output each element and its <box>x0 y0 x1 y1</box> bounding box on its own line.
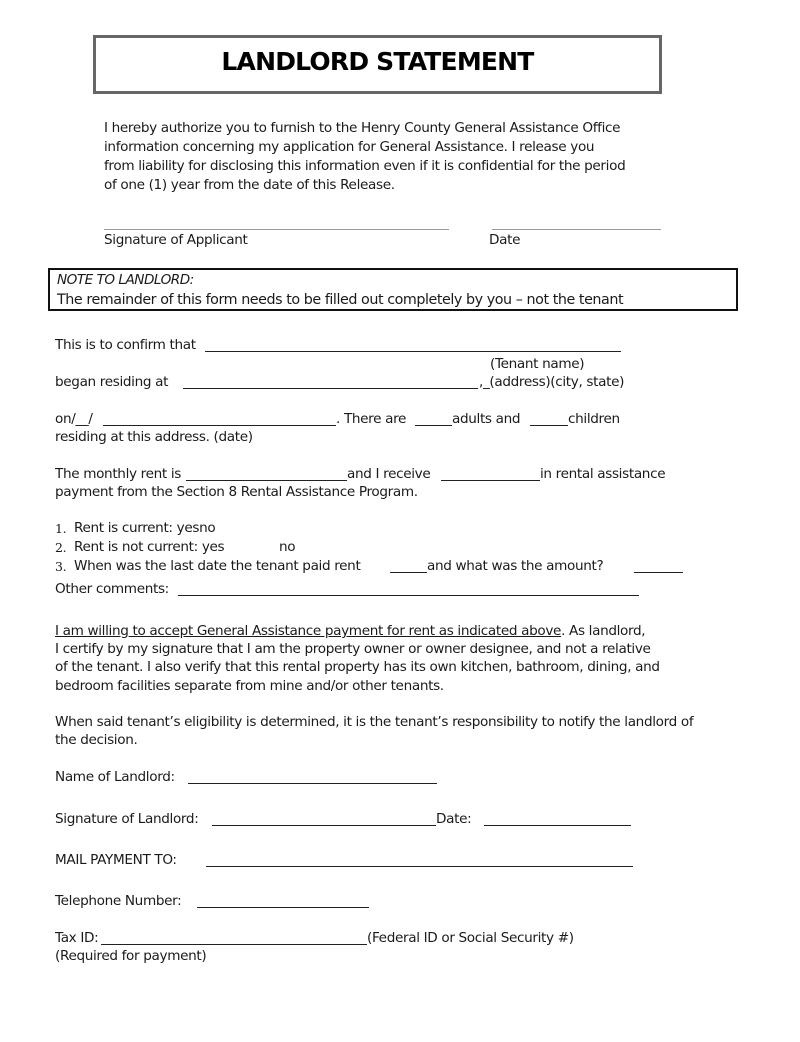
note-title: NOTE TO LANDLORD: <box>57 272 194 288</box>
tax-id-label: Tax ID: <box>55 930 99 946</box>
last-paid-amount-field[interactable] <box>634 572 683 573</box>
began-residing-label: began residing at <box>55 374 169 390</box>
monthly-rent-field[interactable] <box>186 480 347 481</box>
certify-first-line-rest: . As landlord, <box>561 623 646 639</box>
on-date-prefix: on/__/ <box>55 411 93 427</box>
residing-line: residing at this address. (date) <box>55 429 253 445</box>
title-box <box>93 35 662 94</box>
children-label: children <box>568 411 620 427</box>
telephone-field[interactable] <box>197 907 369 908</box>
question-2-no: no <box>279 539 296 555</box>
address-field[interactable] <box>183 388 478 389</box>
note-body: The remainder of this form needs to be filled out completely by you – not the tenant <box>57 292 624 308</box>
address-hint: ,_(address)(city, state) <box>479 374 625 390</box>
note-to-landlord-box <box>48 268 738 311</box>
landlord-signature-field[interactable] <box>212 825 436 826</box>
other-comments-field[interactable] <box>178 595 639 596</box>
monthly-rent-label: The monthly rent is <box>55 466 181 482</box>
certify-line-4: bedroom facilities separate from mine and/or other tenants. <box>55 678 444 694</box>
mail-payment-field[interactable] <box>206 866 633 867</box>
children-count-field[interactable] <box>530 425 568 426</box>
question-3-text: When was the last date the tenant paid rent <box>74 558 361 574</box>
adults-label: adults and <box>452 411 521 427</box>
rental-assistance-field[interactable] <box>441 480 540 481</box>
question-3-number: 3. <box>55 559 67 574</box>
applicant-signature-field[interactable] <box>104 229 449 230</box>
landlord-date-field[interactable] <box>484 825 631 826</box>
question-1-number: 1. <box>55 521 67 536</box>
release-line-2: information concerning my application for General Assistance. I release you <box>104 139 595 155</box>
landlord-date-label: Date: <box>436 811 472 827</box>
required-note: (Required for payment) <box>55 948 207 964</box>
applicant-signature-label: Signature of Applicant <box>104 232 248 248</box>
question-3-amount-label: and what was the amount? <box>427 558 604 574</box>
question-2-text: Rent is not current: yes <box>74 539 225 555</box>
tenant-name-field[interactable] <box>205 351 621 352</box>
other-comments-label: Other comments: <box>55 581 169 597</box>
release-line-4: of one (1) year from the date of this Release. <box>104 177 395 193</box>
question-1-text: Rent is current: yesno <box>74 520 216 536</box>
last-paid-date-field[interactable] <box>390 572 427 573</box>
move-in-date-field[interactable] <box>103 425 336 426</box>
confirm-prefix: This is to confirm that <box>55 337 196 353</box>
certify-underlined: I am willing to accept General Assistance payment for rent as indicated above <box>55 623 562 639</box>
applicant-date-field[interactable] <box>492 229 661 230</box>
in-rental-assistance-label: in rental assistance <box>540 466 666 482</box>
certify-line-2: I certify by my signature that I am the property owner or owner designee, and not a relative <box>55 641 651 657</box>
and-receive-label: and I receive <box>347 466 431 482</box>
tenant-name-hint: (Tenant name) <box>490 356 585 372</box>
eligibility-line-1: When said tenant’s eligibility is determined, it is the tenant’s responsibility to notify the landlord of <box>55 714 694 730</box>
certify-line-3: of the tenant. I also verify that this rental property has its own kitchen, bathroom, dining, and <box>55 659 660 675</box>
release-line-3: from liability for disclosing this information even if it is confidential for the period <box>104 158 626 174</box>
landlord-name-field[interactable] <box>188 783 437 784</box>
mail-payment-label: MAIL PAYMENT TO: <box>55 852 177 868</box>
telephone-label: Telephone Number: <box>55 893 182 909</box>
question-2-number: 2. <box>55 540 67 555</box>
landlord-name-label: Name of Landlord: <box>55 769 175 785</box>
tax-id-field[interactable] <box>101 944 367 945</box>
page-title: LANDLORD STATEMENT <box>221 47 534 76</box>
release-line-1: I hereby authorize you to furnish to the Henry County General Assistance Office <box>104 120 621 136</box>
applicant-date-label: Date <box>489 232 521 248</box>
tax-id-hint: (Federal ID or Social Security #) <box>367 930 574 946</box>
section8-line: payment from the Section 8 Rental Assistance Program. <box>55 484 418 500</box>
eligibility-line-2: the decision. <box>55 732 138 748</box>
adults-count-field[interactable] <box>415 425 452 426</box>
there-are-label: . There are <box>336 411 407 427</box>
certify-first-line <box>55 622 645 640</box>
landlord-signature-label: Signature of Landlord: <box>55 811 199 827</box>
